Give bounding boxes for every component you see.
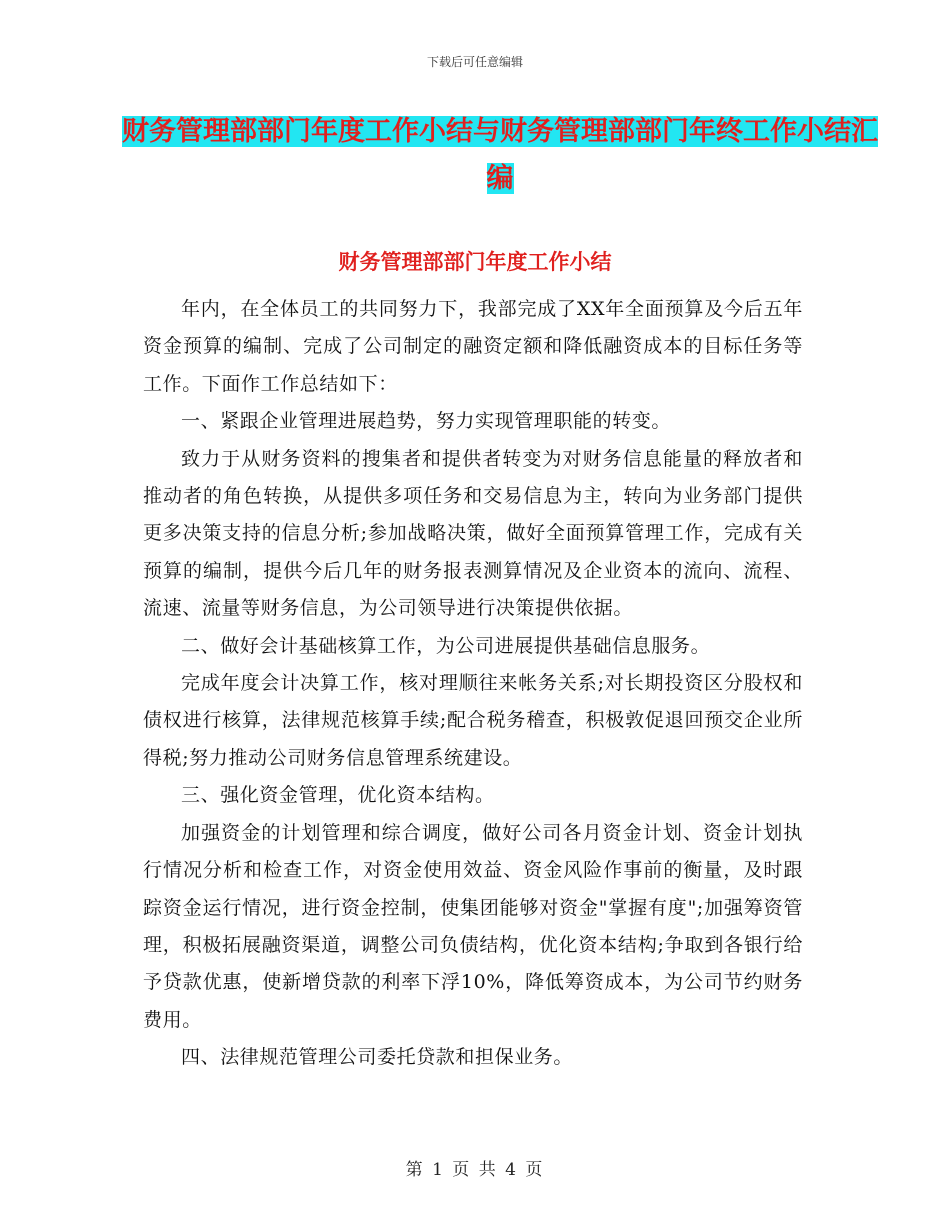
heading-point-1: 一、紧跟企业管理进展趋势，努力实现管理职能的转变。 [181,410,672,433]
paragraph-point-1: 致力于从财务资料的搜集者和提供者转变为对财务信息能量的释放者和推动者的角色转换，从提供多项任务和交易信息为主，转向为业务部门提供更多决策支持的信息分析;参加战略决策，做好全面预算管理工作，完成有关预算的编制，提供今后几年的财务报表测算情况及企业资本的流向、流程、流速、流量等财务信息，为公司领导进行决策提供依据。 [143,447,803,620]
heading-point-2: 二、做好会计基础核算工作，为公司进展提供基础信息服务。 [181,634,711,657]
header-note: 下载后可任意编辑 [426,55,523,69]
document-title-text: 财务管理部部门年度工作小结与财务管理部部门年终工作小结汇编 [122,116,878,194]
paragraph-point-2: 完成年度会计决算工作，核对理顺往来帐务关系;对长期投资区分股权和债权进行核算，法律规范核算手续;配合税务稽查，积极敦促退回预交企业所得税;努力推动公司财务信息管理系统建设。 [143,672,803,769]
section-title: 财务管理部部门年度工作小结 [338,250,612,274]
heading-point-4: 四、法律规范管理公司委托贷款和担保业务。 [181,1046,574,1069]
page-footer: 第 1 页 共 4 页 [405,1160,545,1180]
paragraph-intro: 年内，在全体员工的共同努力下，我部完成了XX年全面预算及今后五年资金预算的编制、完成了公司制定的融资定额和降低融资成本的目标任务等工作。下面作工作总结如下： [143,298,803,395]
body-text [143,291,803,1077]
heading-point-3: 三、强化资金管理，优化资本结构。 [181,784,495,807]
document-title [120,108,880,202]
paragraph-point-3: 加强资金的计划管理和综合调度，做好公司各月资金计划、资金计划执行情况分析和检查工作，对资金使用效益、资金风险作事前的衡量，及时跟踪资金运行情况，进行资金控制，使集团能够对资金"掌握有度";加强筹资管理，积极拓展融资渠道，调整公司负债结构，优化资本结构;争取到各银行给予贷款优惠，使新增贷款的利率下浮10%，降低筹资成本，为公司节约财务费用。 [143,821,803,1031]
